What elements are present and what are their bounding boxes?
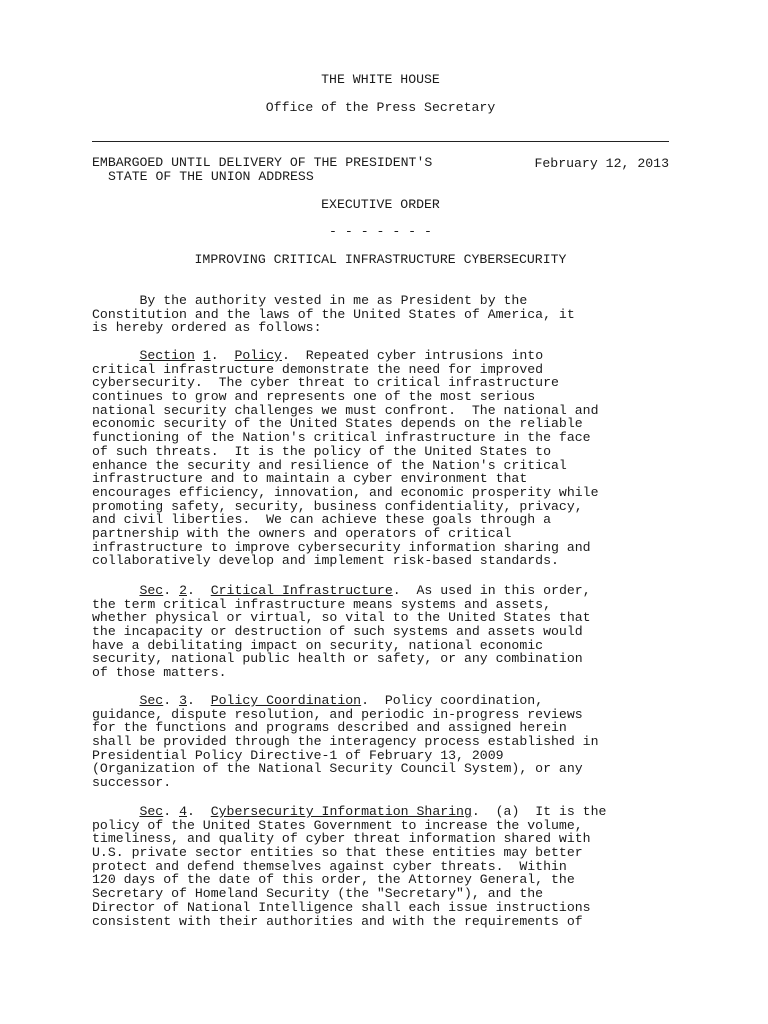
text-line: enhance the security and resilience of the Nation's critical (92, 457, 567, 473)
text-line: shall be provided through the interagency process established in (92, 734, 599, 750)
section-label: Section (139, 348, 195, 363)
text-line: (Organization of the National Security Council System), or any (92, 761, 583, 777)
text-line: promoting safety, security, business confidentiality, privacy, (92, 498, 583, 514)
text-line: is hereby ordered as follows: (92, 320, 322, 336)
text-line: U.S. private sector entities so that these entities may better (92, 845, 583, 861)
text-line: By the authority vested in me as President by the (92, 293, 528, 308)
text-line: economic security of the United States depends on the reliable (92, 416, 583, 432)
section-2-heading-line: Sec. 2. Critical Infrastructure. As used in this order, (139, 583, 591, 598)
section-lead-text: . (a) It is the (471, 804, 607, 819)
section-number: 1 (202, 348, 211, 363)
text-line: encourages efficiency, innovation, and economic prosperity while (92, 484, 599, 500)
section-heading: Policy Coordination (210, 693, 362, 708)
section-4 (92, 805, 672, 928)
text-line: policy of the United States Government to increase the volume, (92, 817, 583, 833)
header-office: Office of the Press Secretary (265, 100, 496, 115)
header-divider (92, 141, 669, 142)
text-line: whether physical or virtual, so vital to the United States that (92, 610, 591, 626)
section-1-heading-line: Section 1. Policy. Repeated cyber intrusions into (139, 348, 544, 363)
document-type: EXECUTIVE ORDER (321, 197, 440, 212)
text-line: timeliness, and quality of cyber threat information shared with (92, 831, 591, 847)
embargo-line-2: STATE OF THE UNION ADDRESS (108, 169, 314, 184)
text-line: critical infrastructure demonstrate the need for improved (92, 361, 544, 377)
text-line: functioning of the Nation's critical infrastructure in the face (92, 430, 591, 446)
section-label: Sec (139, 583, 164, 598)
text-line: cybersecurity. The cyber threat to critical infrastructure (92, 375, 559, 391)
text-line: the incapacity or destruction of such systems and assets would (92, 624, 583, 640)
release-date: February 12, 2013 (534, 156, 669, 171)
text-line: national security challenges we must confront. The national and (92, 402, 599, 418)
text-line: infrastructure to improve cybersecurity information sharing and (92, 539, 591, 555)
section-number: 2 (179, 583, 187, 598)
text-line: Constitution and the laws of the United States of America, it (92, 306, 575, 322)
section-2 (92, 584, 672, 680)
section-4-heading-line: Sec. 4. Cybersecurity Information Sharing. (a) It is the (139, 804, 607, 819)
text-line: consistent with their authorities and with the requirements of (92, 913, 583, 929)
text-line: of those matters. (92, 665, 227, 681)
section-lead-text: . As used in this order, (392, 583, 591, 598)
section-heading: Critical Infrastructure (210, 583, 393, 598)
text-line: Secretary of Homeland Security (the "Secretary"), and the (92, 886, 544, 902)
text-line: successor. (92, 775, 172, 791)
text-line: and civil liberties. We can achieve these goals through a (92, 512, 551, 528)
text-line: protect and defend themselves against cyber threats. Within (92, 858, 567, 874)
section-lead-text: . Policy coordination, (361, 693, 544, 708)
section-label: Sec (139, 804, 164, 819)
section-3-heading-line: Sec. 3. Policy Coordination. Policy coordination, (139, 693, 544, 708)
section-heading: Policy (234, 348, 282, 363)
text-line: collaboratively develop and implement risk-based standards. (92, 553, 559, 569)
section-3 (92, 694, 672, 790)
section-heading: Cybersecurity Information Sharing (210, 804, 472, 819)
section-label: Sec (139, 693, 164, 708)
text-line: of such threats. It is the policy of the United States to (92, 443, 551, 459)
document-title: IMPROVING CRITICAL INFRASTRUCTURE CYBERSECURITY (194, 252, 567, 267)
text-line: the term critical infrastructure means systems and assets, (92, 596, 551, 612)
section-lead-text: . Repeated cyber intrusions into (281, 348, 544, 363)
text-line: Director of National Intelligence shall each issue instructions (92, 899, 591, 915)
intro-paragraph (92, 294, 672, 335)
text-line: for the functions and programs described and assigned herein (92, 720, 567, 736)
header-org: THE WHITE HOUSE (321, 72, 440, 87)
text-line: infrastructure and to maintain a cyber environment that (92, 471, 528, 487)
separator: - - - - - - - (329, 224, 432, 239)
text-line: 120 days of the date of this order, the Attorney General, the (92, 872, 575, 888)
text-line: have a debilitating impact on security, national economic (92, 637, 544, 653)
embargo-line-1: EMBARGOED UNTIL DELIVERY OF THE PRESIDENT'S (92, 155, 433, 170)
section-number: 3 (179, 693, 187, 708)
text-line: continues to grow and represents one of the most serious (92, 389, 536, 405)
text-line: Presidential Policy Directive-1 of February 13, 2009 (92, 747, 504, 763)
text-line: security, national public health or safety, or any combination (92, 651, 583, 667)
text-line: guidance, dispute resolution, and periodic in-progress reviews (92, 706, 583, 722)
section-number: 4 (179, 804, 187, 819)
section-1 (92, 349, 672, 568)
text-line: partnership with the owners and operators of critical (92, 525, 512, 541)
